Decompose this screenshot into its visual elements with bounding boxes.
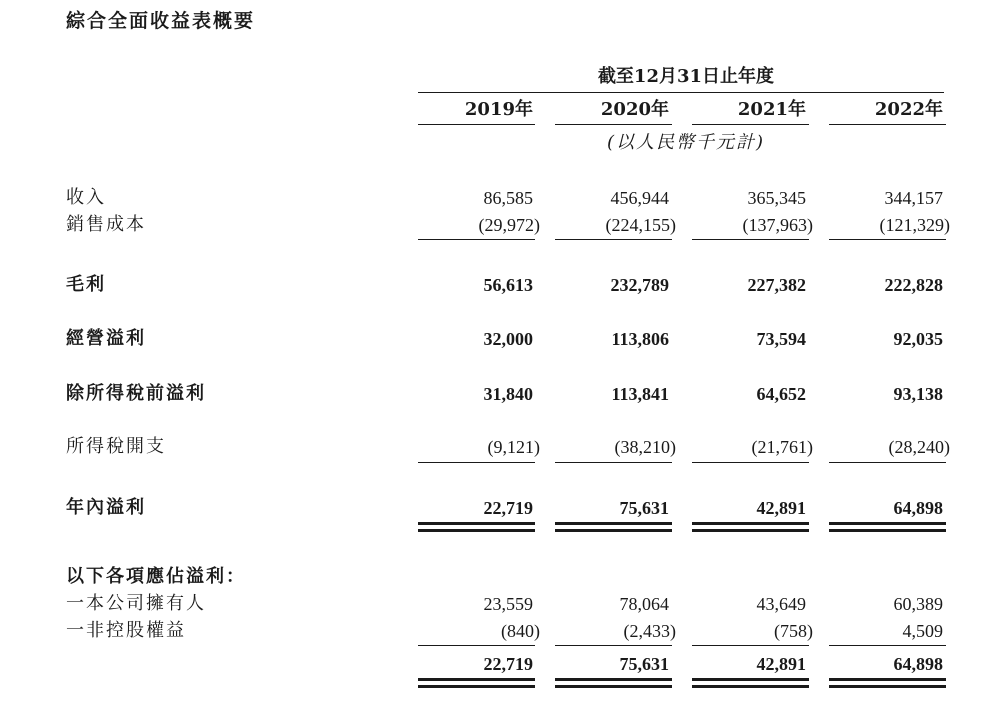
year-underline (829, 124, 946, 125)
table-cell: 22,719 (483, 654, 533, 674)
subtotal-rule (692, 645, 809, 646)
table-cell: 227,382 (747, 275, 806, 295)
total-double-rule (555, 685, 672, 688)
table-cell: 64,652 (756, 384, 806, 404)
table-cell: (121,329) (879, 215, 950, 235)
row-label-profit-for-year: 年內溢利 (66, 497, 146, 518)
table-cell: 31,840 (483, 384, 533, 404)
total-double-rule (418, 678, 535, 681)
attributable-heading: 以下各項應佔溢利： (66, 566, 246, 587)
table-cell: 56,613 (483, 275, 533, 295)
total-double-rule (829, 529, 946, 532)
table-cell: 113,806 (611, 329, 669, 349)
table-cell: (137,963) (742, 215, 813, 235)
unit-note: (以人民幣千元計) (606, 132, 766, 153)
total-double-rule (829, 685, 946, 688)
table-cell: 344,157 (884, 188, 943, 208)
row-label-owners: 一本公司擁有人 (66, 593, 206, 614)
year-underline (418, 124, 535, 125)
total-double-rule (555, 522, 672, 525)
subtotal-rule (829, 462, 946, 463)
subtotal-rule (418, 462, 535, 463)
period-underline (418, 92, 944, 93)
subtotal-rule (829, 239, 946, 240)
table-cell: 92,035 (893, 329, 943, 349)
row-label-cost-of-sales: 銷售成本 (66, 214, 146, 235)
total-double-rule (829, 678, 946, 681)
year-header-2021: 2021年 (737, 99, 806, 120)
table-cell: 113,841 (611, 384, 669, 404)
table-cell: (38,210) (614, 437, 676, 457)
table-cell: (2,433) (623, 621, 676, 641)
total-double-rule (418, 529, 535, 532)
year-header-2020: 2020年 (600, 99, 669, 120)
table-cell: 22,719 (483, 498, 533, 518)
total-double-rule (555, 678, 672, 681)
table-cell: 60,389 (893, 594, 943, 614)
row-label-income-tax: 所得稅開支 (66, 436, 166, 457)
subtotal-rule (418, 239, 535, 240)
year-header-2019: 2019年 (464, 99, 533, 120)
row-label-revenue: 收入 (66, 187, 106, 208)
table-cell: 4,509 (902, 621, 943, 641)
table-cell: 64,898 (893, 654, 943, 674)
year-underline (555, 124, 672, 125)
total-double-rule (692, 678, 809, 681)
table-cell: 75,631 (619, 498, 669, 518)
period-header: 截至12月31日止年度 (597, 66, 775, 87)
row-label-profit-before-tax: 除所得稅前溢利 (66, 383, 206, 404)
subtotal-rule (555, 645, 672, 646)
table-cell: 23,559 (483, 594, 533, 614)
table-cell: 232,789 (610, 275, 669, 295)
table-cell: 86,585 (483, 188, 533, 208)
table-cell: 73,594 (756, 329, 806, 349)
row-label-non-controlling: 一非控股權益 (66, 620, 186, 641)
total-double-rule (692, 685, 809, 688)
table-cell: (28,240) (888, 437, 950, 457)
table-cell: 42,891 (756, 498, 806, 518)
table-cell: 42,891 (756, 654, 806, 674)
table-cell: 43,649 (756, 594, 806, 614)
table-cell: (224,155) (605, 215, 676, 235)
table-cell: 75,631 (619, 654, 669, 674)
table-title: 綜合全面收益表概要 (66, 10, 256, 32)
row-label-gross-profit: 毛利 (66, 274, 106, 295)
subtotal-rule (829, 645, 946, 646)
total-double-rule (555, 529, 672, 532)
table-cell: (840) (501, 621, 540, 641)
table-cell: (758) (774, 621, 813, 641)
subtotal-rule (418, 645, 535, 646)
total-double-rule (692, 522, 809, 525)
table-cell: 32,000 (483, 329, 533, 349)
table-cell: 93,138 (893, 384, 943, 404)
subtotal-rule (692, 239, 809, 240)
total-double-rule (829, 522, 946, 525)
year-header-2022: 2022年 (874, 99, 943, 120)
year-underline (692, 124, 809, 125)
total-double-rule (418, 522, 535, 525)
subtotal-rule (692, 462, 809, 463)
table-cell: (9,121) (487, 437, 540, 457)
row-label-operating-profit: 經營溢利 (66, 328, 146, 349)
subtotal-rule (555, 239, 672, 240)
table-cell: 222,828 (884, 275, 943, 295)
table-cell: (29,972) (478, 215, 540, 235)
table-cell: 365,345 (747, 188, 806, 208)
total-double-rule (692, 529, 809, 532)
table-cell: 64,898 (893, 498, 943, 518)
total-double-rule (418, 685, 535, 688)
table-cell: (21,761) (751, 437, 813, 457)
subtotal-rule (555, 462, 672, 463)
table-cell: 456,944 (610, 188, 669, 208)
table-cell: 78,064 (619, 594, 669, 614)
